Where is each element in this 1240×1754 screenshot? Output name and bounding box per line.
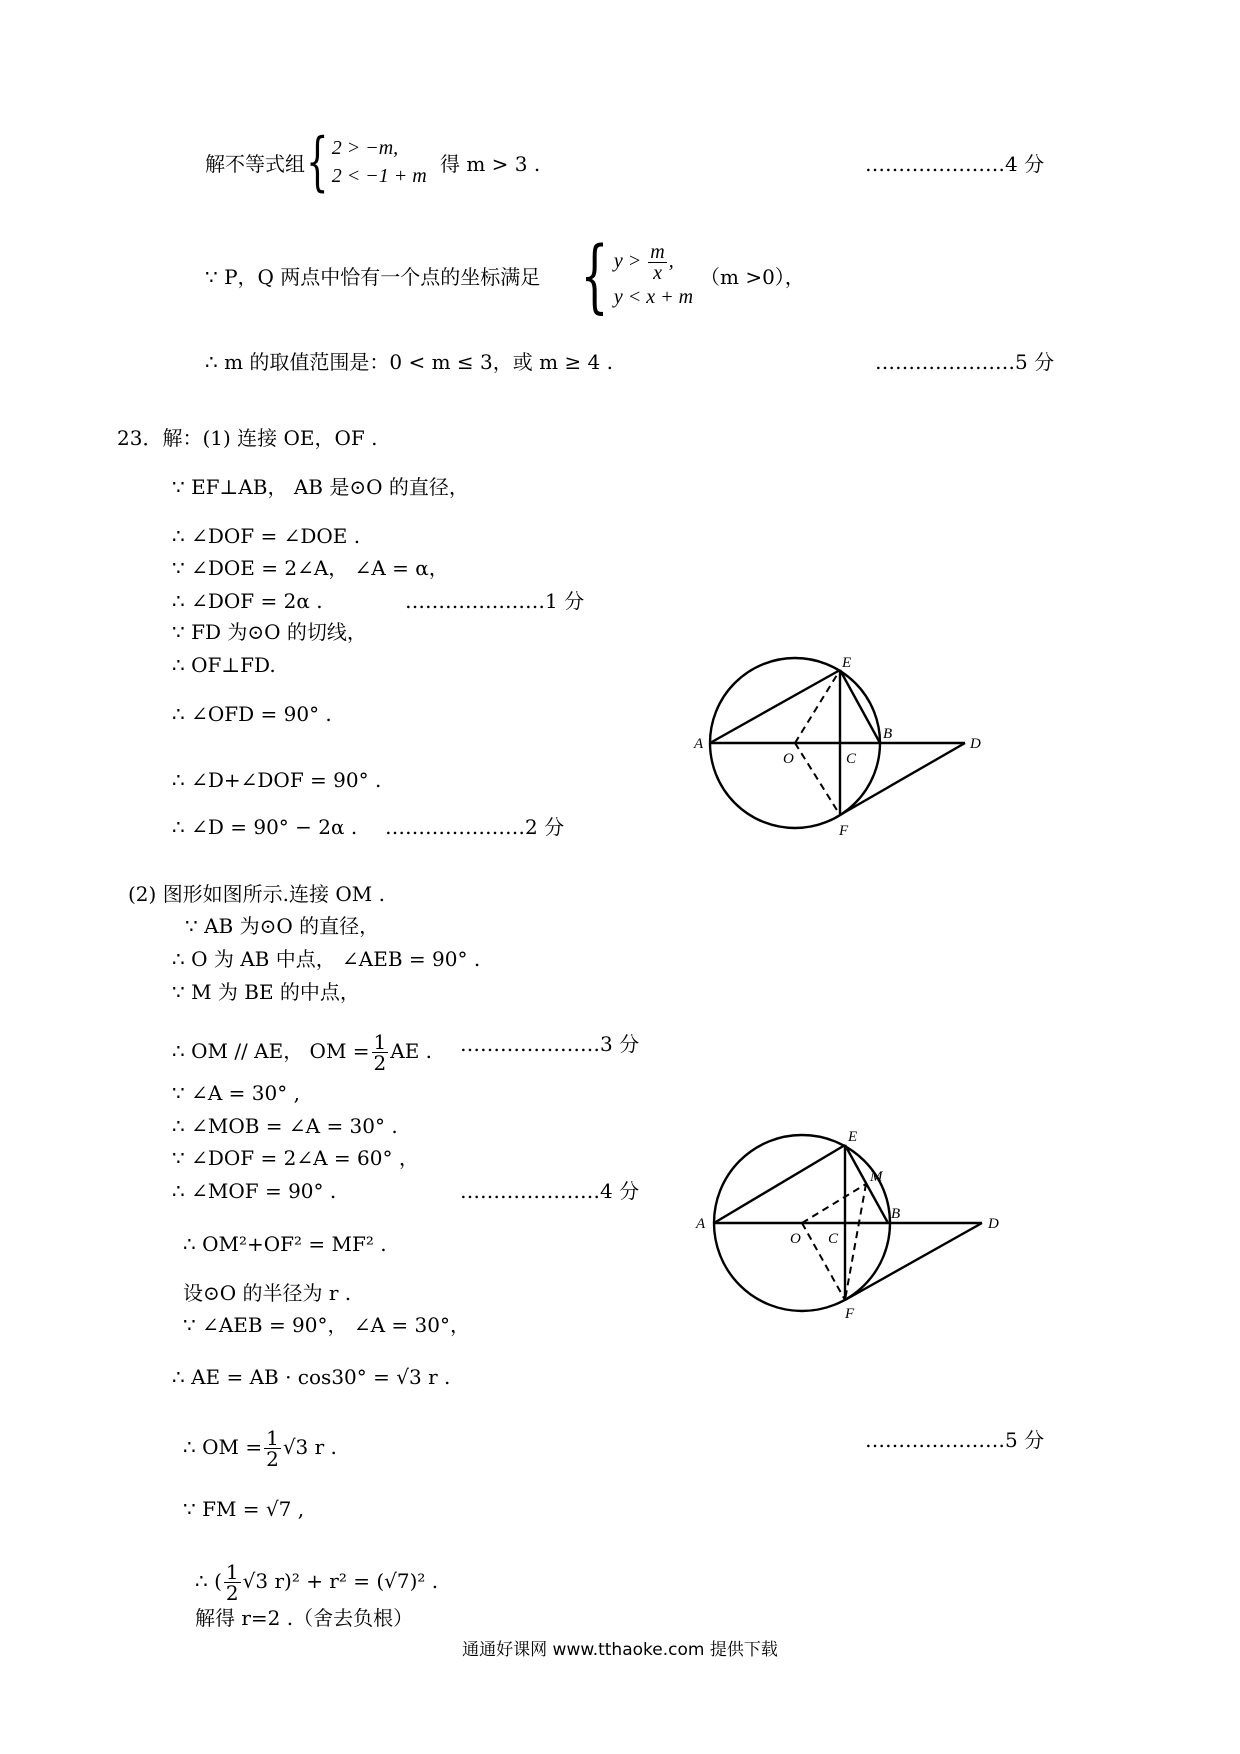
- proof-line: ∵ EF⊥AB， AB 是⊙O 的直径，: [172, 475, 469, 499]
- cond-row-a: y > $\frac{m}{x}$ ,: [613, 240, 674, 284]
- equation-line: ∴ ( $\frac{1}{2}$ √3 r)² + r² = (√7)² .: [195, 1560, 439, 1605]
- proof-line: ∵ AB 为⊙O 的直径，: [185, 914, 380, 938]
- proof-line: ∴ ∠D+∠DOF = 90° .: [172, 768, 382, 792]
- proof-line: ∴ O 为 AB 中点， ∠AEB = 90° .: [172, 947, 481, 971]
- proof-line: ∵ ∠A = 30° ,: [172, 1081, 300, 1105]
- label-c: C: [846, 751, 857, 767]
- proof-line: ∵ M 为 BE 的中点，: [172, 980, 360, 1004]
- fraction: $\frac{1}{2}$: [225, 1560, 239, 1605]
- brace-icon: {: [306, 125, 329, 199]
- proof-line: ∴ AE = AB · cos30° = √3 r .: [172, 1365, 451, 1389]
- footer-source: 通通好课网 www.tthaoke.com 提供下载: [462, 1640, 778, 1660]
- ineq-row-a: 2 > −m,: [331, 137, 399, 159]
- proof-line: ∴ ∠D = 90° − 2α .: [172, 815, 358, 839]
- proof-line: ∴ ∠DOF = ∠DOE .: [172, 524, 361, 548]
- proof-line: ∴ OF⊥FD.: [172, 653, 276, 677]
- proof-line: ∴ ∠MOF = 90° .: [172, 1179, 337, 1203]
- label-e: E: [842, 655, 852, 671]
- score-2: …………………2 分: [385, 815, 565, 839]
- om-parallel-line: ∴ OM // AE， OM = $\frac{1}{2}$ AE .: [172, 1030, 433, 1075]
- line-of-dashed: [795, 743, 840, 815]
- score-4-b: …………………4 分: [460, 1179, 640, 1203]
- label-a: A: [696, 1216, 706, 1232]
- proof-line: 设⊙O 的半径为 r .: [183, 1281, 352, 1305]
- label-e: E: [848, 1129, 858, 1145]
- label-o: O: [790, 1231, 801, 1247]
- line-om-dashed: [802, 1184, 866, 1223]
- line-ae: [710, 670, 840, 743]
- inequality-system-1: [303, 125, 427, 199]
- ineq-result: 得 m > 3 .: [440, 152, 541, 176]
- line-ae: [714, 1145, 845, 1223]
- ineq-intro: 解不等式组: [205, 152, 305, 176]
- circle-figure-2: [690, 1125, 1010, 1325]
- proof-line: ∴ OM²+OF² = MF² .: [183, 1232, 387, 1256]
- label-c: C: [828, 1231, 839, 1247]
- circle-figure-1: [690, 655, 1000, 840]
- proof-line: ∵ ∠DOF = 2∠A = 60° ，: [172, 1146, 419, 1170]
- line-oe-dashed: [795, 670, 840, 743]
- final-answer: 解得 r=2 .（舍去负根）: [195, 1606, 414, 1630]
- label-a: A: [694, 736, 704, 752]
- score-4-a: …………………4 分: [865, 152, 1045, 176]
- label-f: F: [839, 823, 849, 839]
- score-3: …………………3 分: [460, 1032, 640, 1056]
- brace-icon: {: [580, 229, 609, 322]
- line-fd: [845, 1223, 982, 1300]
- score-5-b: …………………5 分: [865, 1428, 1045, 1452]
- proof-line: ∴ ∠MOB = ∠A = 30° .: [172, 1114, 398, 1138]
- line-of-dashed: [802, 1223, 845, 1300]
- line-eb: [840, 670, 880, 743]
- label-f: F: [845, 1306, 855, 1322]
- cond-row-b: y < x + m: [613, 285, 694, 308]
- fraction: $\frac{m}{x}$: [650, 240, 665, 284]
- label-o: O: [783, 751, 794, 767]
- proof-line: ∴ ∠OFD = 90° .: [172, 702, 332, 726]
- part2-heading: (2) 图形如图所示.连接 OM .: [128, 882, 385, 906]
- line-mf-dashed: [845, 1184, 866, 1300]
- score-5-a: …………………5 分: [875, 350, 1055, 374]
- label-d: D: [988, 1216, 999, 1232]
- m-positive: （m >0），: [700, 265, 805, 289]
- label-d: D: [970, 736, 981, 752]
- q23-heading: 23．解：(1) 连接 OE，OF .: [117, 426, 378, 450]
- fraction: $\frac{1}{2}$: [266, 1426, 279, 1471]
- fraction: $\frac{1}{2}$: [373, 1030, 387, 1075]
- inequality-system-2: [575, 229, 694, 322]
- label-m: M: [870, 1169, 883, 1185]
- score-1: …………………1 分: [405, 589, 585, 613]
- proof-line: ∵ ∠DOE = 2∠A， ∠A = α，: [172, 556, 449, 580]
- label-b: B: [891, 1206, 901, 1222]
- proof-line: ∵ FD 为⊙O 的切线，: [172, 620, 367, 644]
- m-range: ∴ m 的取值范围是：0 < m ≤ 3，或 m ≥ 4 .: [205, 350, 613, 374]
- label-b: B: [883, 726, 893, 742]
- proof-line: ∴ ∠DOF = 2α .: [172, 589, 323, 613]
- proof-line: ∵ ∠AEB = 90°， ∠A = 30°，: [183, 1313, 470, 1337]
- fm-line: ∵ FM = √7 ,: [183, 1497, 305, 1521]
- om-value-line: ∴ OM = $\frac{1}{2}$ √3 r .: [183, 1426, 337, 1471]
- ineq-row-b: 2 < −1 + m: [331, 165, 427, 187]
- line-fd: [840, 743, 965, 815]
- pq-condition: ∵ P，Q 两点中恰有一个点的坐标满足: [205, 265, 541, 289]
